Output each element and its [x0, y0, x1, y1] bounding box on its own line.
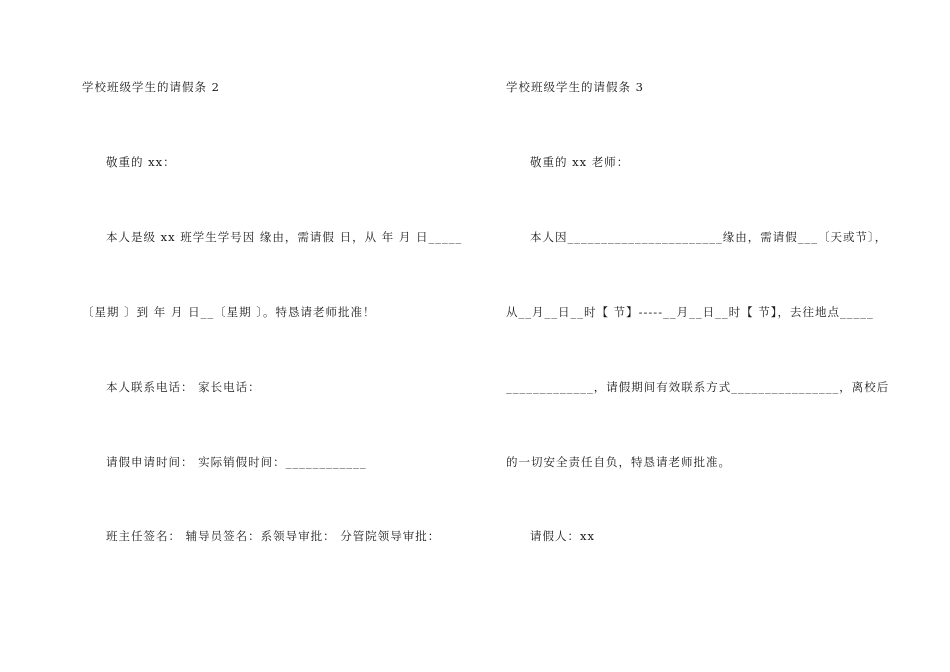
- note-3-body-line-1: 本人因_______________________缘由，需请假___〔天或节〕，: [530, 230, 888, 244]
- note-3-salutation: 敬重的 xx 老师：: [530, 155, 630, 169]
- note-2-contact-line: 本人联系电话： 家长电话：: [106, 380, 261, 394]
- note-2-time-line: 请假申请时间： 实际销假时间：____________: [106, 455, 367, 469]
- note-3-title: 学校班级学生的请假条 3: [506, 80, 644, 94]
- note-2-body-line-2: 〔星期 〕到 年 月 日__〔星期 〕。特恳请老师批准！: [82, 305, 376, 319]
- note-2-title: 学校班级学生的请假条 2: [82, 80, 220, 94]
- note-3-body-line-2: 从__月__日__时【 节】-----__月__日__时【 节】，去往地点_____: [506, 305, 874, 319]
- note-3-signer: 请假人：xx: [530, 529, 595, 543]
- note-2-signature-line: 班主任签名： 辅导员签名：系领导审批： 分管院领导审批：: [106, 529, 441, 543]
- note-3-body-line-3: _____________，请假期间有效联系方式________________，离校后: [506, 380, 890, 394]
- note-3-body-line-4: 的一切安全责任自负，特恳请老师批准。: [506, 455, 731, 469]
- leave-note-3: [506, 0, 896, 672]
- note-2-salutation: 敬重的 xx：: [106, 155, 176, 169]
- note-2-body-line-1: 本人是级 xx 班学生学号因 缘由，需请假 日，从 年 月 日_____: [106, 230, 463, 244]
- leave-note-2: [82, 0, 482, 672]
